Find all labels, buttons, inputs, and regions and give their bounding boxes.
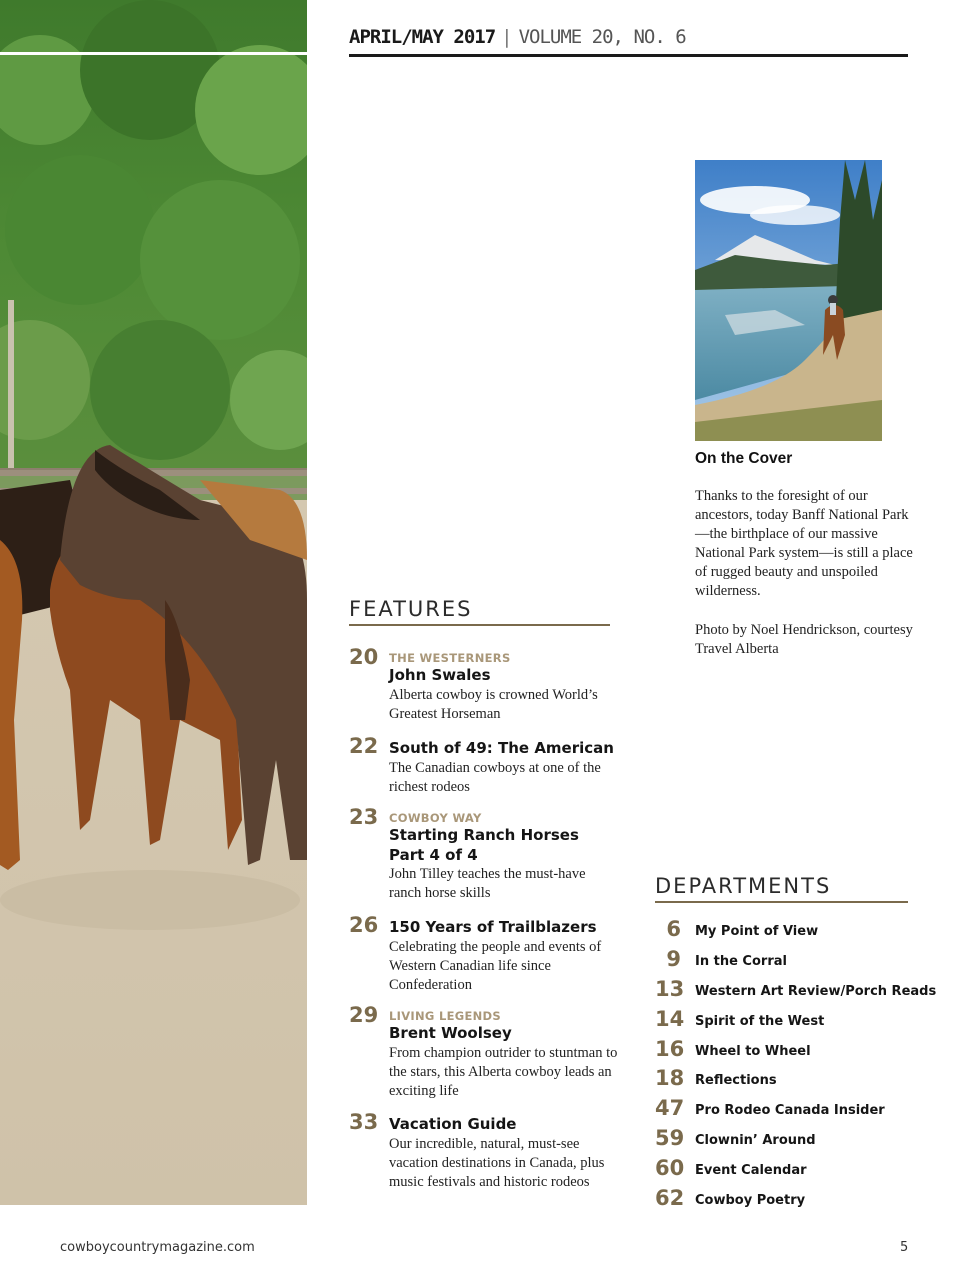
- feature-title: John Swales: [389, 666, 491, 684]
- department-label: Western Art Review/Porch Reads: [695, 983, 937, 999]
- features-heading: FEATURES: [349, 597, 610, 626]
- feature-kicker: THE WESTERNERS: [389, 651, 511, 665]
- issue-header: [349, 26, 908, 57]
- feature-item[interactable]: [349, 645, 619, 724]
- department-item[interactable]: [655, 1127, 915, 1157]
- department-page-number: 13: [655, 976, 685, 1001]
- department-item[interactable]: [655, 918, 915, 948]
- feature-description: Alberta cowboy is crowned World’s Greatest Horseman: [389, 686, 598, 722]
- cover-description: Thanks to the foresight of our ancestors, today Banff National Park—the birthplace of our massive National Park system—is still a place of rugged beauty and unspoiled wilderness.: [695, 488, 913, 599]
- feature-page-number: 22: [349, 734, 379, 758]
- feature-title: Starting Ranch Horses Part 4 of 4: [389, 826, 579, 864]
- department-page-number: 16: [655, 1036, 685, 1061]
- feature-title: 150 Years of Trailblazers: [389, 918, 597, 936]
- department-label: Reflections: [695, 1073, 777, 1089]
- department-page-number: 18: [655, 1066, 685, 1091]
- feature-description: Our incredible, natural, must-see vacation destinations in Canada, plus music festivals and historic rodeos: [389, 1135, 605, 1190]
- department-label: My Point of View: [695, 924, 819, 939]
- departments-list: [655, 917, 937, 1217]
- feature-item[interactable]: [349, 1003, 619, 1101]
- feature-item[interactable]: [349, 1110, 619, 1192]
- feature-description: John Tilley teaches the must-have ranch horse skills: [389, 866, 586, 901]
- department-item[interactable]: [655, 1097, 915, 1127]
- department-page-number: 60: [655, 1156, 685, 1181]
- photo-divider: [0, 52, 307, 55]
- feature-description: From champion outrider to stuntman to the stars, this Alberta cowboy leads an exciting life: [389, 1044, 618, 1099]
- horses-photo-illustration: [0, 0, 307, 1205]
- department-label: Spirit of the West: [695, 1013, 825, 1029]
- department-item[interactable]: [655, 1038, 915, 1068]
- feature-title: Vacation Guide: [389, 1115, 517, 1133]
- feature-description: Celebrating the people and events of Western Canadian life since Confederation: [389, 938, 602, 993]
- feature-item[interactable]: [349, 734, 619, 797]
- feature-kicker: LIVING LEGENDS: [389, 1009, 501, 1023]
- feature-page-number: 33: [349, 1110, 379, 1134]
- department-label: Pro Rodeo Canada Insider: [695, 1103, 885, 1119]
- department-label: Clownin’ Around: [695, 1133, 816, 1149]
- cover-photo-illustration: [695, 160, 882, 441]
- footer-page-number: 5: [900, 1240, 909, 1255]
- department-label: Event Calendar: [695, 1163, 807, 1179]
- feature-page-number: 20: [349, 645, 379, 669]
- department-item[interactable]: [655, 1067, 915, 1097]
- issue-date: APRIL/MAY 2017: [349, 26, 496, 48]
- horses-photo: [0, 0, 307, 1205]
- feature-title: Brent Woolsey: [389, 1024, 512, 1042]
- department-page-number: 47: [655, 1096, 685, 1121]
- issue-volume: VOLUME 20, NO. 6: [518, 26, 686, 48]
- feature-page-number: 23: [349, 805, 379, 829]
- department-item[interactable]: [655, 1157, 915, 1187]
- footer-website[interactable]: cowboycountrymagazine.com: [60, 1240, 255, 1255]
- feature-item[interactable]: [349, 913, 619, 995]
- department-page-number: 59: [655, 1126, 685, 1151]
- department-item[interactable]: [655, 1187, 915, 1217]
- feature-kicker: COWBOY WAY: [389, 811, 482, 825]
- department-item[interactable]: [655, 948, 915, 978]
- cover-photo-credit: Photo by Noel Hendrickson, courtesy Travel Alberta: [695, 622, 913, 657]
- feature-description: The Canadian cowboys at one of the richest rodeos: [389, 759, 601, 795]
- department-page-number: 62: [655, 1186, 685, 1211]
- department-label: Wheel to Wheel: [695, 1043, 811, 1059]
- department-label: In the Corral: [695, 953, 787, 969]
- feature-page-number: 29: [349, 1003, 379, 1027]
- issue-separator: |: [501, 26, 513, 48]
- department-label: Cowboy Poetry: [695, 1193, 806, 1209]
- department-page-number: 14: [655, 1006, 685, 1031]
- feature-page-number: 26: [349, 913, 379, 937]
- cover-heading: On the Cover: [695, 450, 793, 467]
- department-page-number: 9: [666, 946, 681, 971]
- cover-photo: [695, 160, 882, 441]
- department-page-number: 6: [666, 917, 681, 941]
- feature-item[interactable]: [349, 805, 619, 903]
- department-item[interactable]: [655, 976, 937, 1008]
- feature-title: South of 49: The American: [389, 739, 614, 757]
- departments-heading: DEPARTMENTS: [655, 874, 908, 903]
- department-item[interactable]: [655, 1008, 915, 1038]
